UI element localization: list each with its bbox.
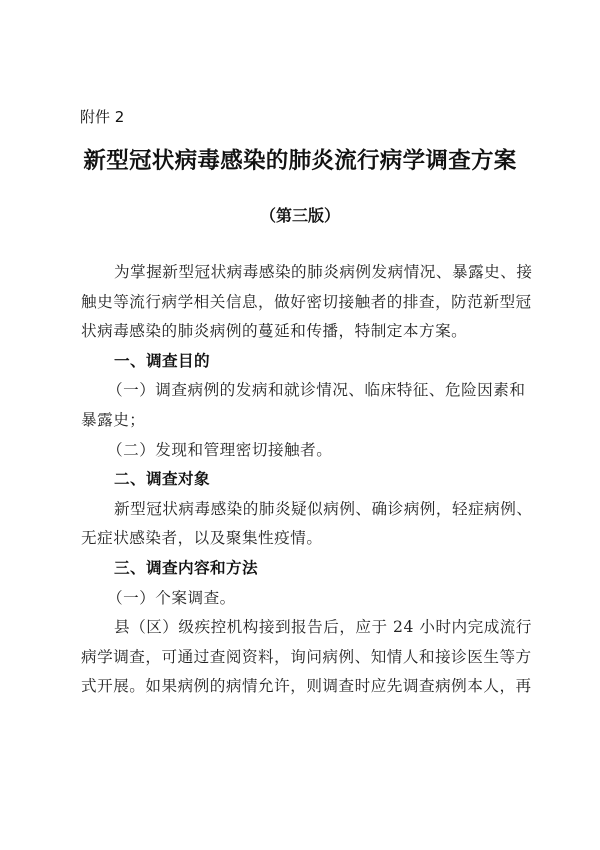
document-body — [81, 258, 533, 702]
document-subtitle: （第三版） — [259, 206, 340, 225]
paragraph-line: 县（区）级疾控机构接到报告后，应于 24 小时内完成流行 — [114, 618, 533, 637]
paragraph-line: 式开展。如果病例的病情允许，则调查时应先调查病例本人，再 — [81, 677, 532, 696]
paragraph-line: 触史等流行病学相关信息，做好密切接触者的排查，防范新型冠 — [81, 292, 532, 311]
paragraph-line: 为掌握新型冠状病毒感染的肺炎病例发病情况、暴露史、接 — [114, 263, 533, 281]
list-item-line: （二）发现和管理密切接触者。 — [107, 440, 333, 459]
attachment-label: 附件 2 — [80, 108, 125, 126]
paragraph-line: 病学调查，可通过查阅资料，询问病例、知情人和接诊医生等方 — [81, 647, 532, 666]
section-heading: 二、调查对象 — [114, 470, 210, 489]
document-title: 新型冠状病毒感染的肺炎流行病学调查方案 — [83, 148, 517, 174]
section-heading: 三、调查内容和方法 — [114, 558, 258, 577]
subsection-heading: （一）个案调查。 — [107, 588, 236, 607]
paragraph-line: 新型冠状病毒感染的肺炎疑似病例、确诊病例，轻症病例、 — [114, 499, 533, 518]
paragraph-line: 暴露史； — [81, 410, 146, 429]
paragraph-line: 无症状感染者，以及聚集性疫情。 — [81, 529, 323, 548]
list-item-line: （一）调查病例的发病和就诊情况、临床特征、危险因素和 — [107, 381, 526, 400]
paragraph-line: 状病毒感染的肺炎病例的蔓延和传播，特制定本方案。 — [81, 322, 468, 341]
section-heading: 一、调查目的 — [114, 351, 210, 370]
